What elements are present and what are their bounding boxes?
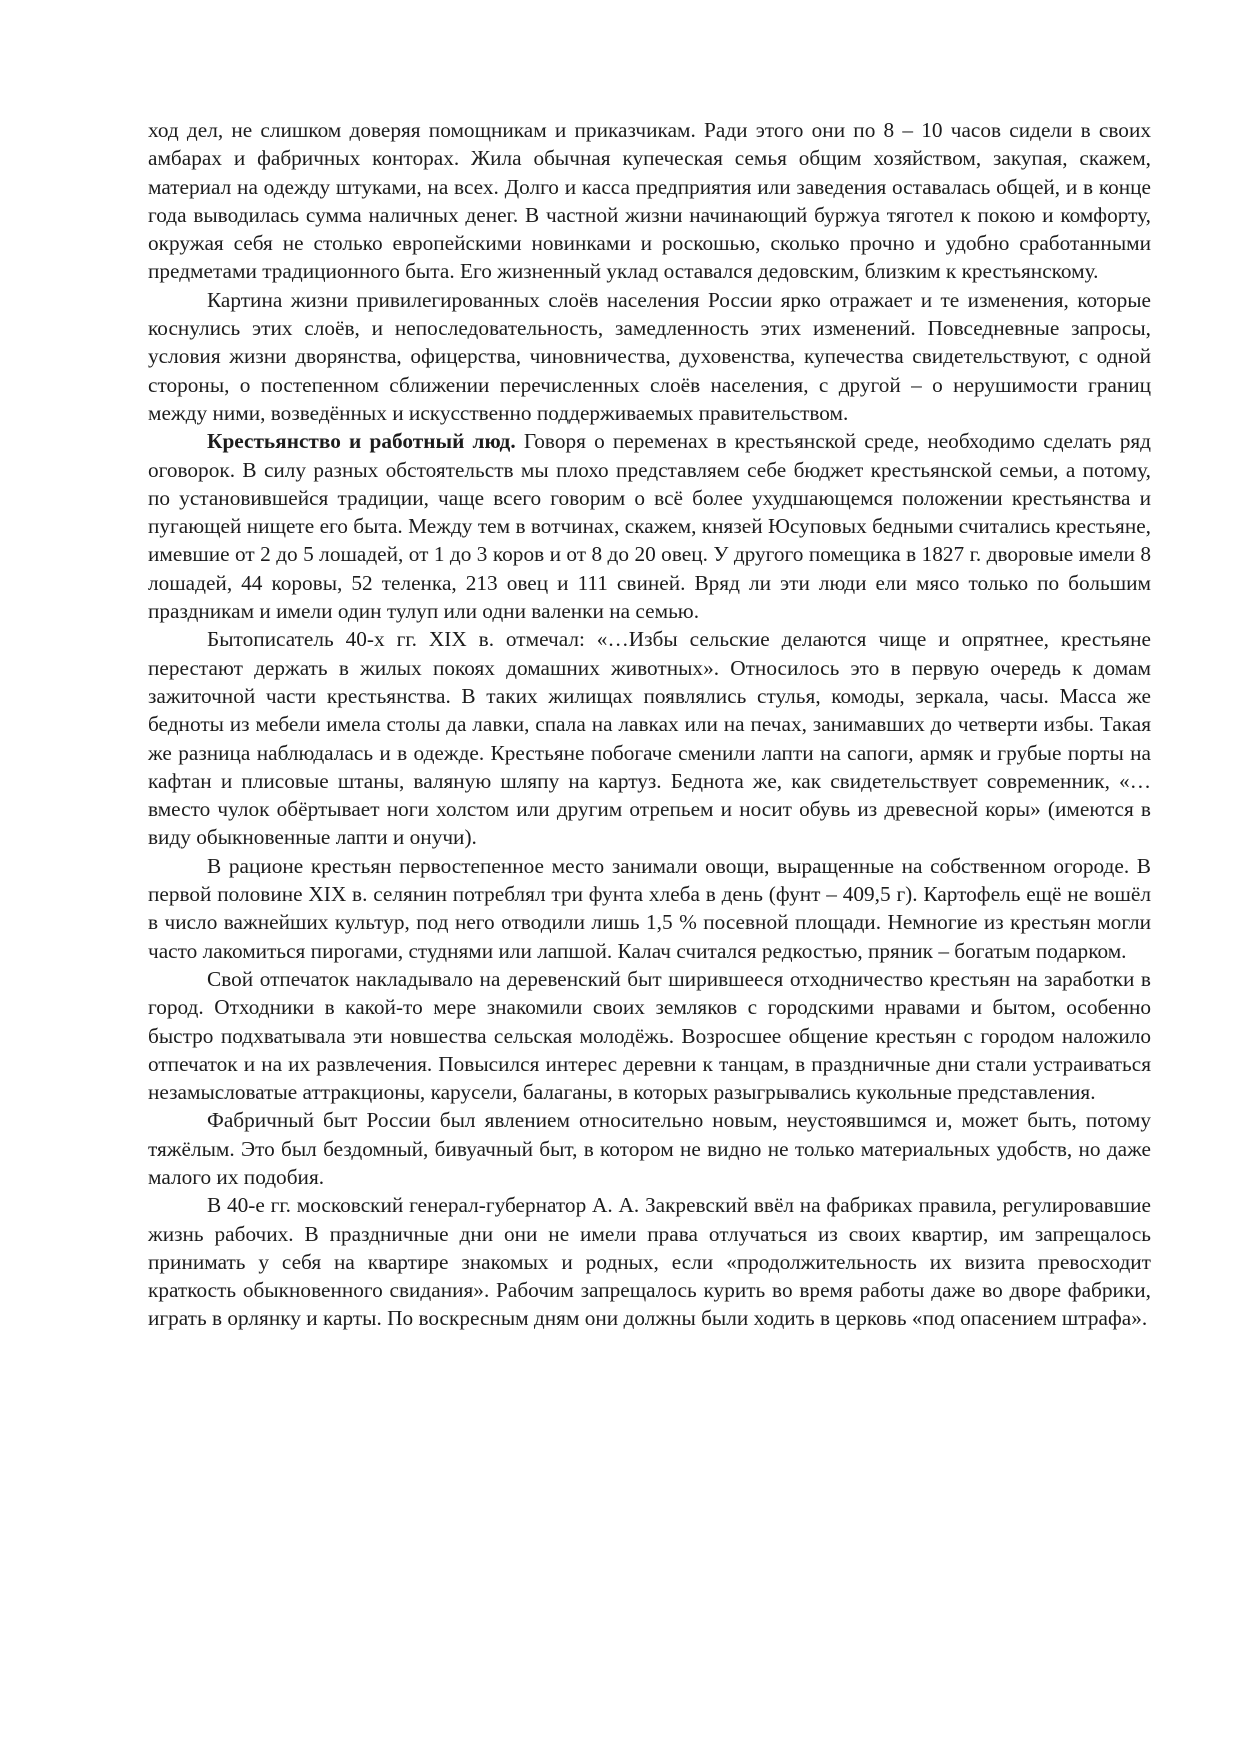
paragraph-8 xyxy=(148,1191,1151,1332)
paragraph-6 xyxy=(148,965,1151,1106)
paragraph-4-text: Бытописатель 40-х гг. XIX в. отмечал: «…Избы сельские делаются чище и опрятнее, крестьяне перестают держать в жилых покоях домашних животных». Относилось это в первую очередь к домам зажиточной части крестьянства. В таких жилищах появлялись стулья, комоды, зеркала, часы. Масса же бедноты из мебели имела столы да лавки, спала на лавках или на печах, занимавших до четверти избы. Такая же разница наблюдалась и в одежде. Крестьяне побогаче сменили лапти на сапоги, армяк и грубые порты на кафтан и плисовые штаны, валяную шляпу на картуз. Беднота же, как свидетельствует современник, «…вместо чулок обёртывает ноги холстом или другим отрепьем и носит обувь из древесной коры» (имеются в виду обыкновенные лапти и онучи). xyxy=(148,627,1151,850)
paragraph-8-text: В 40-е гг. московский генерал-губернатор А. А. Закревский ввёл на фабриках правила, регулировавшие жизнь рабочих. В праздничные дни они не имели права отлучаться из своих квартир, им запрещалось принимать у себя на квартире знакомых и родных, если «продолжительность их визита превосходит краткость обыкновенного свидания». Рабочим запрещалось курить во время работы даже во дворе фабрики, играть в орлянку и карты. По воскресным дням они должны были ходить в церковь «под опасением штрафа». xyxy=(148,1193,1151,1331)
paragraph-5 xyxy=(148,852,1151,965)
section-heading: Крестьянство и работный люд. xyxy=(207,429,516,454)
paragraph-1-text: ход дел, не слишком доверяя помощникам и приказчикам. Ради этого они по 8 – 10 часов сидели в своих амбарах и фабричных конторах. Жила обычная купеческая семья общим хозяйством, закупая, скажем, материал на одежду штуками, на всех. Долго и касса предприятия или заведения оставалась общей, и в конце года выводилась сумма наличных денег. В частной жизни начинающий буржуа тяготел к покою и комфорту, окружая себя не столько европейскими новинками и роскошью, сколько прочно и удобно сработанными предметами традиционного быта. Его жизненный уклад оставался дедовским, близким к крестьянскому. xyxy=(148,118,1151,284)
paragraph-3 xyxy=(148,427,1151,625)
paragraph-2-text: Картина жизни привилегированных слоёв населения России ярко отражает и те изменения, которые коснулись этих слоёв, и непоследовательность, замедленность этих изменений. Повседневные запросы, условия жизни дворянства, офицерства, чиновничества, духовенства, купечества свидетельствуют, с одной стороны, о постепенном сближении перечисленных слоёв населения, с другой – о нерушимости границ между ними, возведённых и искусственно поддерживаемых правительством. xyxy=(148,287,1151,425)
paragraph-7-text: Фабричный быт России был явлением относительно новым, неустоявшимся и, может быть, потому тяжёлым. Это был бездомный, бивуачный быт, в котором не видно не только материальных удобств, но даже малого их подобия. xyxy=(148,1108,1151,1189)
paragraph-2 xyxy=(148,286,1151,427)
paragraph-6-text: Свой отпечаток накладывало на деревенский быт ширившееся отходничество крестьян на заработки в город. Отходники в какой-то мере знакомили своих земляков с городскими нравами и бытом, особенно быстро подхватывала эти новшества сельская молодёжь. Возросшее общение крестьян с городом наложило отпечаток и на их развлечения. Повысился интерес деревни к танцам, в праздничные дни стали устраиваться незамысловатые аттракционы, карусели, балаганы, в которых разыгрывались кукольные представления. xyxy=(148,966,1151,1105)
paragraph-3-text: Говоря о переменах в крестьянской среде, необходимо сделать ряд оговорок. В силу разных обстоятельств мы плохо представляем себе бюджет крестьянской семьи, а потому, по установившейся традиции, чаще всего говорим о всё более ухудшающемся положении крестьянства и пугающей нищете его быта. Между тем в вотчинах, скажем, князей Юсуповых бедными считались крестьяне, имевшие от 2 до 5 лошадей, от 1 до 3 коров и от 8 до 20 овец. У другого помещика в 1827 г. дворовые имели 8 лошадей, 44 коровы, 52 теленка, 213 овец и 111 свиней. Вряд ли эти люди ели мясо только по большим праздникам и имели один тулуп или одни валенки на семью. xyxy=(148,429,1151,624)
paragraph-7 xyxy=(148,1106,1151,1191)
paragraph-1 xyxy=(148,116,1151,286)
paragraph-5-text: В рационе крестьян первостепенное место занимали овощи, выращенные на собственном огороде. В первой половине XIX в. селянин потреблял три фунта хлеба в день (фунт – 409,5 г). Картофель ещё не вошёл в число важнейших культур, под него отводили лишь 1,5 % посевной площади. Немногие из крестьян могли часто лакомиться пирогами, студнями или лапшой. Калач считался редкостью, пряник – богатым подарком. xyxy=(148,853,1151,963)
document-page xyxy=(148,116,1151,1333)
paragraph-4 xyxy=(148,625,1151,851)
